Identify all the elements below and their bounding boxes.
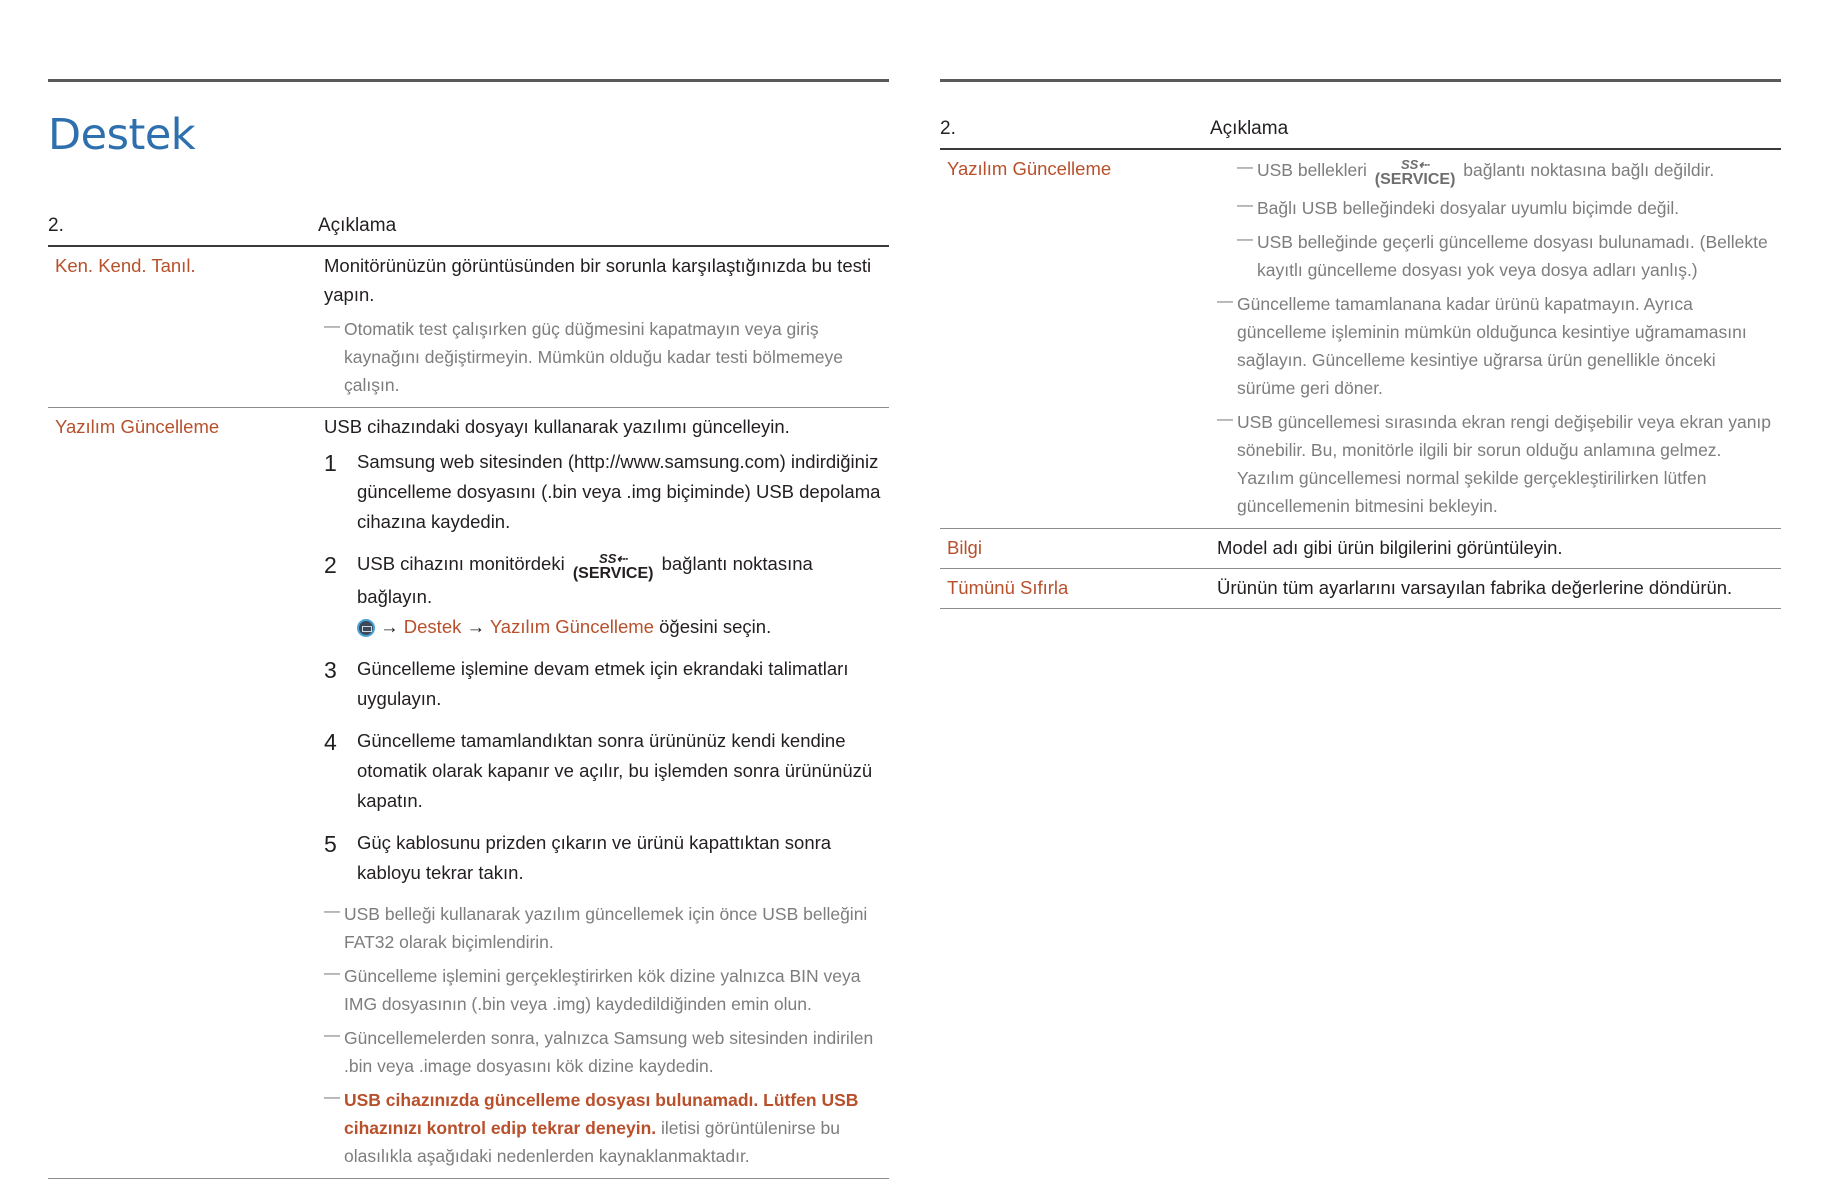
top-rule-right xyxy=(940,79,1781,82)
header-col-number: 2. xyxy=(940,118,956,139)
row-label[interactable]: Yazılım Güncelleme xyxy=(947,158,1112,179)
error-note xyxy=(324,1086,885,1170)
table-header-row xyxy=(940,118,1781,149)
usb-service-port-icon xyxy=(573,553,654,582)
note-text: USB güncellemesi sırasında ekran rengi değişebilir veya ekran yanıp sönebilir. Bu, monitörle ilgili bir sorun olduğu anlamına gelmez. Yazılım güncellemesi normal şekilde gerçekleştirilirken lütfen güncellemenin bitmesini bekleyin. xyxy=(1237,412,1772,516)
table-row-software-update xyxy=(48,408,889,1179)
note-text: USB bellekleri xyxy=(1257,160,1367,180)
note xyxy=(324,1024,885,1080)
row-description xyxy=(317,246,889,408)
note-text: USB belleğinde geçerli güncelleme dosyası bulunamadı. (Bellekte kayıtlı güncelleme dosyası yok veya dosya adları yanlış.) xyxy=(1257,232,1768,280)
left-column-top-rule-wrap xyxy=(48,79,889,82)
note xyxy=(1217,290,1777,402)
usb-service-port-icon xyxy=(1375,159,1456,188)
page-title: Destek xyxy=(48,110,196,160)
note xyxy=(324,962,885,1018)
note-text: Bağlı USB belleğindeki dosyalar uyumlu biçimde değil. xyxy=(1257,198,1680,218)
row-description xyxy=(317,408,889,1179)
note xyxy=(324,900,885,956)
note-dash-icon: — xyxy=(324,318,340,335)
table-row-self-diagnosis xyxy=(48,246,889,408)
step-text: öğesini seçin. xyxy=(659,616,772,637)
row-label[interactable]: Ken. Kend. Tanıl. xyxy=(55,255,196,276)
note xyxy=(324,315,885,399)
row-description xyxy=(1210,149,1781,529)
note-text: iletisi görüntülenirse bu olasılıkla aşağıdaki nedenlerden kaynaklanmaktadır. xyxy=(344,1118,841,1166)
note-dash-icon: — xyxy=(1217,411,1233,428)
step-item xyxy=(324,828,885,888)
note-text: Otomatik test çalışırken güç düğmesini kapatmayın veya giriş kaynağını değiştirmeyin. Mümkün olduğu kadar testi bölmemeye çalışın. xyxy=(344,319,843,395)
row-text: USB cihazındaki dosyayı kullanarak yazılımı güncelleyin. xyxy=(324,416,790,437)
arrow-icon: → xyxy=(466,616,485,637)
table-header-row xyxy=(48,215,889,246)
usb-ss-icon: SS⇠ xyxy=(1400,157,1430,172)
usb-ss-icon: SS⇠ xyxy=(599,551,628,566)
reason-note xyxy=(1217,228,1777,284)
arrow-icon: → xyxy=(380,616,399,637)
table-row-reset-all xyxy=(940,569,1781,609)
step-text: Güncelleme işlemine devam etmek için ekrandaki talimatları uygulayın. xyxy=(357,658,849,709)
top-rule-left xyxy=(48,79,889,82)
note-dash-icon: — xyxy=(324,1027,340,1044)
step-item xyxy=(324,447,885,537)
note-dash-icon: — xyxy=(324,1089,340,1106)
header-col-description: Açıklama xyxy=(318,215,397,236)
step-item xyxy=(324,549,885,642)
usb-service-label: (SERVICE) xyxy=(572,565,654,582)
left-support-table xyxy=(48,215,889,1179)
header-col-description: Açıklama xyxy=(1210,118,1289,139)
note-text: Güncelleme işlemini gerçekleştirirken kök dizine yalnızca BIN veya IMG dosyasının (.bin veya .img) kaydedildiğinden emin olun. xyxy=(344,966,861,1014)
reason-note xyxy=(1217,194,1777,222)
menu-path-support: Destek xyxy=(403,616,462,637)
note xyxy=(1217,408,1777,520)
row-label[interactable]: Bilgi xyxy=(947,537,982,558)
note-dash-icon: — xyxy=(1237,231,1253,248)
table-row-information xyxy=(940,529,1781,569)
row-description: Model adı gibi ürün bilgilerini görüntüleyin. xyxy=(1217,537,1563,558)
step-number: 3 xyxy=(324,657,337,683)
step-text: USB cihazını monitördeki xyxy=(357,553,565,574)
reason-note xyxy=(1217,156,1777,188)
step-number: 5 xyxy=(324,831,337,857)
step-item xyxy=(324,726,885,816)
table-row-software-update-cont xyxy=(940,149,1781,529)
note-text: bağlantı noktasına bağlı değildir. xyxy=(1463,160,1715,180)
step-item xyxy=(324,654,885,714)
note-dash-icon: — xyxy=(1217,293,1233,310)
row-description: Ürünün tüm ayarlarını varsayılan fabrika değerlerine döndürün. xyxy=(1217,577,1733,598)
note-dash-icon: — xyxy=(324,903,340,920)
note-text: Güncelleme tamamlanana kadar ürünü kapatmayın. Ayrıca güncelleme işleminin mümkün olduğunca kesintiye uğramamasını sağlayın. Güncelleme kesintiye uğrarsa ürün genellikle önceki sürüme geri döner. xyxy=(1237,294,1747,398)
note-dash-icon: — xyxy=(1237,159,1253,176)
right-support-table xyxy=(940,118,1781,609)
menu-path-software-update: Yazılım Güncelleme xyxy=(489,616,654,637)
note-text: Güncellemelerden sonra, yalnızca Samsung web sitesinden indirilen .bin veya .image dosyasını kök dizine kaydedin. xyxy=(344,1028,874,1076)
note-text: USB belleği kullanarak yazılım güncellemek için önce USB belleğini FAT32 olarak biçimlendirin. xyxy=(344,904,868,952)
update-steps xyxy=(324,447,885,888)
menu-icon xyxy=(357,619,375,637)
step-number: 2 xyxy=(324,552,337,578)
right-column-top-rule-wrap xyxy=(940,79,1781,82)
row-text: Monitörünüzün görüntüsünden bir sorunla karşılaştığınızda bu testi yapın. xyxy=(324,255,872,305)
error-message-text: USB cihazınızda güncelleme dosyası bulunamadı. Lütfen USB cihazınızı kontrol edip tekrar deneyin. xyxy=(344,1090,859,1138)
step-number: 1 xyxy=(324,450,337,476)
note-dash-icon: — xyxy=(324,965,340,982)
step-text: Güç kablosunu prizden çıkarın ve ürünü kapattıktan sonra kabloyu tekrar takın. xyxy=(357,832,832,883)
step-text: Samsung web sitesinden (http://www.samsung.com) indirdiğiniz güncelleme dosyasını (.bin veya .img biçiminde) USB depolama cihazına kaydedin. xyxy=(357,451,881,532)
row-label[interactable]: Yazılım Güncelleme xyxy=(55,416,220,437)
row-label[interactable]: Tümünü Sıfırla xyxy=(947,577,1069,598)
step-number: 4 xyxy=(324,729,337,755)
step-text: Güncelleme tamamlandıktan sonra ürününüz kendi kendine otomatik olarak kapanır ve açılır, bu işlemden sonra ürününüzü kapatın. xyxy=(357,730,873,811)
step-text: bağlantı noktasına bağlayın. xyxy=(357,553,813,607)
header-col-number: 2. xyxy=(48,215,64,236)
usb-service-label: (SERVICE) xyxy=(1374,171,1456,188)
note-dash-icon: — xyxy=(1237,197,1253,214)
